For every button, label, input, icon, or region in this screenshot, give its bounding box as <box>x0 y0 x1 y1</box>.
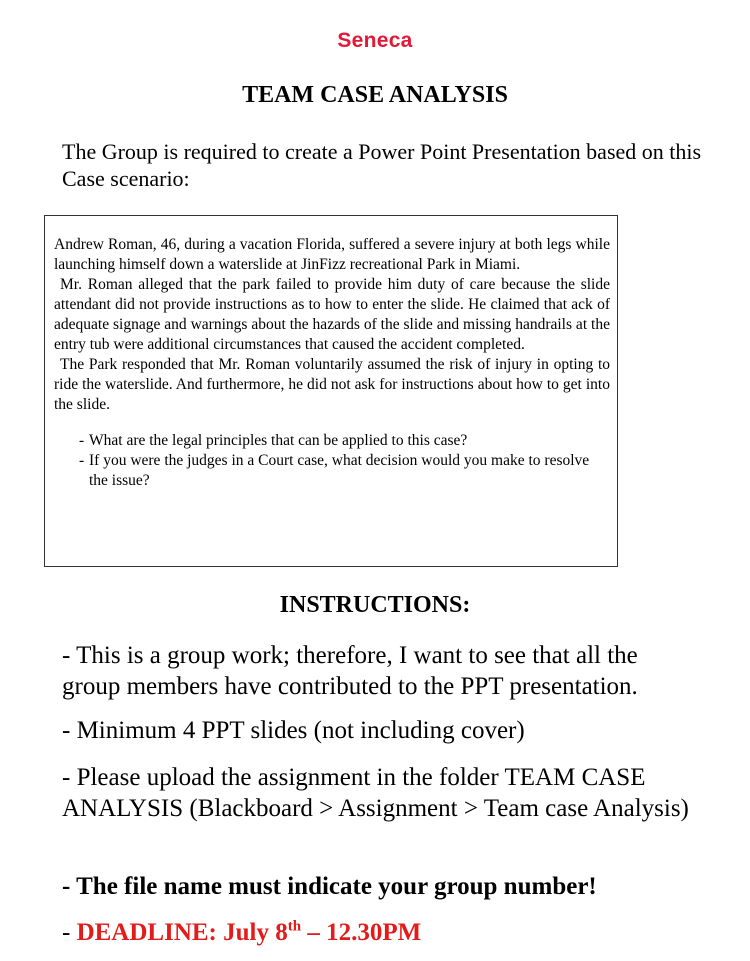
seneca-logo: Seneca <box>337 29 413 52</box>
instruction-item: - Please upload the assignment in the folder TEAM CASE ANALYSIS (Blackboard > Assignment > Team case Analysis) <box>62 764 689 822</box>
question-text: If you were the judges in a Court case, what decision would you make to resolve the issue? <box>89 452 590 489</box>
page-title: TEAM CASE ANALYSIS <box>242 82 508 108</box>
instruction-item: - Minimum 4 PPT slides (not including cover) <box>62 717 525 744</box>
deadline-line <box>62 917 702 948</box>
instruction-item: - This is a group work; therefore, I want to see that all the group members have contributed to the PPT presentation. <box>62 642 638 700</box>
case-paragraph: The Park responded that Mr. Roman voluntarily assumed the risk of injury in opting to ride the waterslide. And furthermore, he did not ask for instructions about how to get into the slide. <box>54 356 610 413</box>
deadline-label: DEADLINE: July 8th – 12.30PM <box>76 918 422 946</box>
instructions-title: INSTRUCTIONS: <box>279 592 471 618</box>
case-scenario-box <box>44 215 618 567</box>
case-question: - What are the legal principles that can be applied to this case? <box>79 431 610 451</box>
instruction-item-filename: - The file name must indicate your group number! <box>62 873 597 900</box>
intro-text: The Group is required to create a Power Point Presentation based on this Case scenario: <box>62 139 702 191</box>
case-paragraph: Andrew Roman, 46, during a vacation Florida, suffered a severe injury at both legs while launching himself down a waterslide at JinFizz recreational Park in Miami. <box>54 236 610 273</box>
case-question: - If you were the judges in a Court case, what decision would you make to resolve the issue? <box>79 451 610 491</box>
case-questions <box>54 431 610 491</box>
case-paragraph: Mr. Roman alleged that the park failed to provide him duty of care because the slide attendant did not provide instructions as to how to enter the slide. He claimed that ack of adequate signage and warnings about the hazards of the slide and missing handrails at the entry tub were additional circumstances that caused the accident completed. <box>54 276 610 353</box>
deadline-dash: - <box>62 919 77 946</box>
question-text: What are the legal principles that can be applied to this case? <box>89 432 468 449</box>
